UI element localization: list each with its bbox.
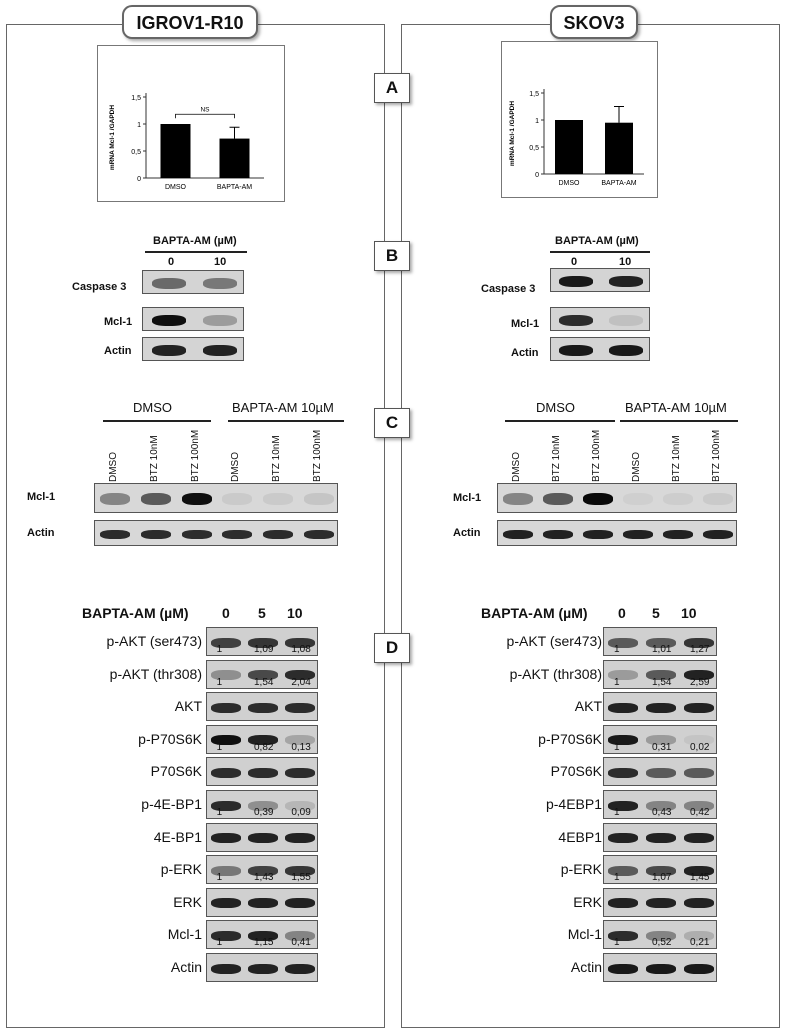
- blot-band: [608, 638, 638, 648]
- right-column-title: SKOV3: [550, 5, 638, 39]
- blot-band: [248, 768, 278, 778]
- right-b-row-label-0: Caspase 3: [481, 283, 536, 295]
- right-bar-chart: [501, 41, 658, 198]
- blot-row-label: p-P70S6K: [138, 730, 202, 747]
- quantification-value: 1: [614, 741, 620, 753]
- quantification-value: 2,59: [690, 676, 710, 688]
- right-b-dose-0: 0: [571, 256, 578, 268]
- blot-band: [608, 964, 638, 974]
- lane-label: DMSO: [108, 452, 120, 482]
- right-c-group1: DMSO: [536, 400, 575, 415]
- left-b-header-underline: [145, 251, 247, 253]
- quantification-value: 1: [216, 676, 223, 688]
- blot-band: [684, 964, 714, 974]
- blot-band: [211, 703, 241, 713]
- significance-label: NS: [200, 106, 210, 114]
- quantification-value: 1,27: [690, 644, 710, 655]
- blot-band: [211, 670, 241, 680]
- blot-row-label: ERK: [573, 893, 602, 910]
- blot-band: [503, 493, 533, 505]
- blot-band: [608, 735, 638, 745]
- western-blot-c-actin: [94, 520, 338, 546]
- western-blot-d-row: [603, 627, 717, 656]
- bar: [605, 123, 633, 174]
- blot-band: [211, 638, 241, 648]
- quantification-value: 1,45: [690, 872, 710, 884]
- blot-row-label: p-AKT (thr308): [509, 665, 602, 682]
- western-blot-c-mcl1: [497, 483, 737, 513]
- blot-band: [703, 530, 733, 539]
- blot-band: [182, 493, 212, 505]
- blot-band: [304, 493, 334, 505]
- right-b-dose-1: 10: [619, 256, 632, 268]
- blot-row-label: P70S6K: [550, 763, 602, 780]
- left-b-row-label-1: Mcl-1: [104, 316, 133, 328]
- blot-band: [304, 530, 334, 539]
- blot-band: [203, 278, 237, 289]
- blot-band: [608, 768, 638, 778]
- blot-band: [703, 493, 733, 505]
- y-tick-label: 0: [137, 176, 141, 183]
- blot-row-label: Mcl-1: [167, 926, 202, 943]
- blot-row-label: Actin: [170, 959, 202, 975]
- quantification-value: 1,09: [254, 644, 274, 655]
- blot-band: [141, 530, 171, 539]
- x-tick-label: DMSO: [165, 184, 186, 191]
- blot-band: [663, 530, 693, 539]
- blot-band: [684, 898, 714, 908]
- western-blot-b-caspase-3: [550, 268, 650, 292]
- blot-band: [684, 833, 714, 843]
- blot-band: [211, 735, 241, 745]
- western-blot-d-row: [603, 823, 717, 852]
- blot-band: [285, 898, 315, 908]
- bar: [220, 139, 250, 178]
- blot-band: [623, 493, 653, 505]
- blot-row-label: p-AKT (ser473): [506, 633, 602, 649]
- quantification-value: 1,54: [254, 676, 274, 688]
- western-blot-b-actin: [550, 337, 650, 361]
- western-blot-d-row: [603, 888, 717, 917]
- western-blot-d-row: [206, 888, 318, 917]
- blot-band: [608, 931, 638, 941]
- blot-band: [583, 530, 613, 539]
- blot-band: [263, 493, 293, 505]
- quantification-value: 1,54: [652, 676, 672, 688]
- blot-band: [285, 833, 315, 843]
- blot-band: [100, 493, 130, 505]
- lane-label: BTZ 100nM: [711, 429, 722, 482]
- western-blot-d-row: [603, 790, 717, 819]
- right-c-row-label-1: Actin: [453, 527, 481, 539]
- right-d-dose-1: 5: [652, 605, 660, 621]
- left-b-header: BAPTA-AM (µM): [153, 235, 237, 247]
- quantification-value: 0,42: [690, 807, 710, 818]
- right-c-group2: BAPTA-AM 10µM: [625, 400, 727, 415]
- bar: [161, 124, 191, 178]
- y-tick-label: 0,5: [131, 149, 141, 156]
- quantification-value: 1: [216, 741, 223, 753]
- left-b-dose-1: 10: [214, 256, 227, 268]
- blot-band: [543, 530, 573, 539]
- blot-band: [152, 315, 186, 326]
- quantification-value: 1,01: [652, 644, 672, 655]
- western-blot-d-row: [206, 757, 318, 786]
- western-blot-d-row: [603, 920, 717, 949]
- blot-band: [543, 493, 573, 505]
- western-blot-d-row: [603, 692, 717, 721]
- quantification-value: 1: [216, 937, 223, 949]
- lane-label: BTZ 100nM: [311, 429, 323, 482]
- x-tick-label: DMSO: [558, 180, 580, 187]
- blot-row-label: p-P70S6K: [538, 730, 602, 747]
- blot-row-label: p-AKT (ser473): [106, 633, 202, 649]
- blot-band: [583, 493, 613, 505]
- blot-band: [211, 768, 241, 778]
- western-blot-d-row: [206, 855, 318, 884]
- right-d-dose-0: 0: [618, 605, 626, 621]
- blot-row-label: ERK: [173, 893, 202, 910]
- right-c-group2-underline: [620, 420, 738, 422]
- blot-band: [503, 530, 533, 539]
- blot-band: [646, 703, 676, 713]
- y-axis-label: mRNA Mcl-1 /GAPDH: [109, 104, 116, 171]
- blot-row-label: AKT: [574, 698, 602, 715]
- western-blot-b-caspase-3: [142, 270, 244, 294]
- blot-band: [222, 493, 252, 505]
- blot-band: [285, 768, 315, 778]
- blot-band: [623, 530, 653, 539]
- right-d-dose-2: 10: [681, 605, 697, 621]
- blot-band: [222, 530, 252, 539]
- lane-label: BTZ 100nM: [591, 429, 602, 482]
- left-d-dose-2: 10: [287, 605, 303, 621]
- blot-band: [684, 703, 714, 713]
- quantification-value: 0,39: [254, 807, 274, 818]
- y-tick-label: 0: [535, 172, 539, 179]
- left-c-group2: BAPTA-AM 10µM: [232, 400, 334, 415]
- western-blot-b-mcl-1: [550, 307, 650, 331]
- western-blot-d-row: [603, 757, 717, 786]
- panel-letter-a: A: [374, 73, 410, 103]
- quantification-value: 1: [614, 872, 620, 884]
- blot-band: [285, 964, 315, 974]
- quantification-value: 2,04: [291, 676, 311, 688]
- western-blot-b-mcl-1: [142, 307, 244, 331]
- left-b-dose-0: 0: [168, 256, 175, 268]
- blot-band: [608, 866, 638, 876]
- y-tick-label: 1,5: [131, 95, 141, 102]
- left-c-group1: DMSO: [133, 400, 172, 415]
- right-b-row-label-1: Mcl-1: [511, 318, 540, 330]
- left-b-row-label-2: Actin: [104, 345, 132, 357]
- significance-bracket: [176, 114, 235, 118]
- blot-band: [211, 964, 241, 974]
- quantification-value: 0,41: [291, 937, 311, 949]
- blot-row-label: p-ERK: [560, 861, 602, 878]
- left-bar-chart-svg: [98, 46, 284, 201]
- blot-band: [211, 833, 241, 843]
- quantification-value: 1: [614, 807, 620, 818]
- blot-band: [608, 801, 638, 811]
- western-blot-b-actin: [142, 337, 244, 361]
- western-blot-d-row: [603, 953, 717, 982]
- western-blot-d-row: [603, 660, 717, 689]
- blot-band: [248, 833, 278, 843]
- blot-band: [608, 833, 638, 843]
- blot-band: [559, 345, 593, 356]
- blot-band: [646, 964, 676, 974]
- blot-band: [609, 276, 643, 287]
- left-d-dose-0: 0: [222, 605, 230, 621]
- right-b-header-underline: [550, 251, 650, 253]
- western-blot-d-row: [206, 627, 318, 656]
- blot-band: [211, 931, 241, 941]
- right-d-header: BAPTA-AM (µM): [481, 605, 588, 621]
- blot-band: [211, 801, 241, 811]
- blot-band: [152, 278, 186, 289]
- blot-band: [100, 530, 130, 539]
- western-blot-d-row: [206, 725, 318, 754]
- quantification-value: 1: [614, 937, 620, 949]
- panel-letter-b: B: [374, 241, 410, 271]
- lane-label: BTZ 10nM: [551, 435, 562, 482]
- blot-band: [152, 345, 186, 356]
- lane-label: BTZ 10nM: [271, 435, 282, 482]
- western-blot-d-row: [206, 823, 318, 852]
- quantification-value: 0,13: [291, 741, 311, 753]
- left-c-row-label-1: Actin: [27, 527, 55, 539]
- left-c-row-label-0: Mcl-1: [27, 491, 56, 503]
- western-blot-d-row: [603, 725, 717, 754]
- quantification-value: 1,55: [291, 872, 311, 884]
- lane-label: BTZ 10nM: [671, 435, 682, 482]
- quantification-value: 0,31: [652, 741, 672, 753]
- y-tick-label: 0,5: [529, 145, 539, 152]
- blot-band: [559, 276, 593, 287]
- western-blot-c-mcl1: [94, 483, 338, 513]
- blot-band: [248, 898, 278, 908]
- western-blot-d-row: [603, 855, 717, 884]
- quantification-value: 0,82: [254, 741, 274, 753]
- blot-band: [609, 315, 643, 326]
- y-tick-label: 1: [137, 122, 141, 129]
- quantification-value: 1: [216, 807, 223, 818]
- quantification-value: 0,52: [652, 937, 672, 949]
- western-blot-d-row: [206, 790, 318, 819]
- western-blot-d-row: [206, 692, 318, 721]
- blot-band: [608, 703, 638, 713]
- quantification-value: 1,08: [291, 644, 311, 655]
- bar: [555, 120, 583, 174]
- quantification-value: 1,07: [652, 872, 672, 884]
- x-tick-label: BAPTA-AM: [216, 184, 253, 191]
- quantification-value: 0,02: [690, 741, 710, 753]
- blot-band: [684, 768, 714, 778]
- blot-row-label: p-AKT (thr308): [109, 665, 202, 682]
- left-bar-chart: [97, 45, 285, 202]
- blot-band: [263, 530, 293, 539]
- left-d-dose-1: 5: [258, 605, 266, 621]
- blot-row-label: p-ERK: [160, 861, 202, 878]
- y-axis-label: mRNA Mcl-1 /GAPDH: [509, 100, 516, 167]
- blot-row-label: 4EBP1: [558, 828, 602, 845]
- panel-letter-c: C: [374, 408, 410, 438]
- blot-band: [141, 493, 171, 505]
- blot-band: [609, 345, 643, 356]
- quantification-value: 1,43: [254, 872, 274, 884]
- blot-band: [608, 670, 638, 680]
- blot-band: [646, 768, 676, 778]
- blot-row-label: p-4E-BP1: [141, 796, 202, 812]
- blot-band: [203, 345, 237, 356]
- quantification-value: 0,09: [291, 807, 311, 818]
- lane-label: DMSO: [511, 452, 522, 482]
- quantification-value: 1: [614, 676, 620, 688]
- x-tick-label: BAPTA-AM: [601, 180, 637, 187]
- western-blot-d-row: [206, 660, 318, 689]
- right-bar-chart-svg: [502, 42, 657, 197]
- blot-band: [646, 898, 676, 908]
- quantification-value: 1: [614, 644, 620, 655]
- lane-label: BTZ 100nM: [189, 429, 201, 482]
- panel-letter-d: D: [374, 633, 410, 663]
- blot-row-label: Actin: [570, 959, 602, 975]
- quantification-value: 1,15: [254, 937, 274, 949]
- blot-band: [608, 898, 638, 908]
- western-blot-d-row: [206, 920, 318, 949]
- left-c-group2-underline: [228, 420, 344, 422]
- right-c-group1-underline: [505, 420, 615, 422]
- blot-row-label: P70S6K: [150, 763, 202, 780]
- lane-label: DMSO: [631, 452, 642, 482]
- left-d-header: BAPTA-AM (µM): [82, 605, 189, 621]
- blot-row-label: 4E-BP1: [153, 828, 202, 845]
- blot-band: [203, 315, 237, 326]
- blot-row-label: AKT: [174, 698, 202, 715]
- blot-band: [285, 703, 315, 713]
- blot-row-label: p-4EBP1: [545, 796, 602, 812]
- left-c-group1-underline: [103, 420, 211, 422]
- quantification-value: 1: [216, 872, 223, 884]
- lane-label: BTZ 10nM: [149, 435, 160, 482]
- lane-label: DMSO: [230, 452, 242, 482]
- quantification-value: 0,43: [652, 807, 672, 818]
- y-tick-label: 1: [535, 118, 539, 125]
- right-c-row-label-0: Mcl-1: [453, 492, 482, 504]
- western-blot-d-row: [206, 953, 318, 982]
- blot-row-label: Mcl-1: [567, 926, 602, 943]
- blot-band: [182, 530, 212, 539]
- blot-band: [211, 866, 241, 876]
- blot-band: [663, 493, 693, 505]
- left-b-row-label-0: Caspase 3: [72, 281, 127, 293]
- blot-band: [248, 964, 278, 974]
- y-tick-label: 1,5: [529, 91, 539, 98]
- quantification-value: 0,21: [690, 937, 710, 949]
- blot-band: [646, 833, 676, 843]
- blot-band: [248, 703, 278, 713]
- right-b-header: BAPTA-AM (µM): [555, 235, 639, 247]
- left-column-title: IGROV1-R10: [122, 5, 258, 39]
- blot-band: [211, 898, 241, 908]
- quantification-value: 1: [216, 644, 223, 655]
- right-b-row-label-2: Actin: [511, 347, 539, 359]
- western-blot-c-actin: [497, 520, 737, 546]
- blot-band: [559, 315, 593, 326]
